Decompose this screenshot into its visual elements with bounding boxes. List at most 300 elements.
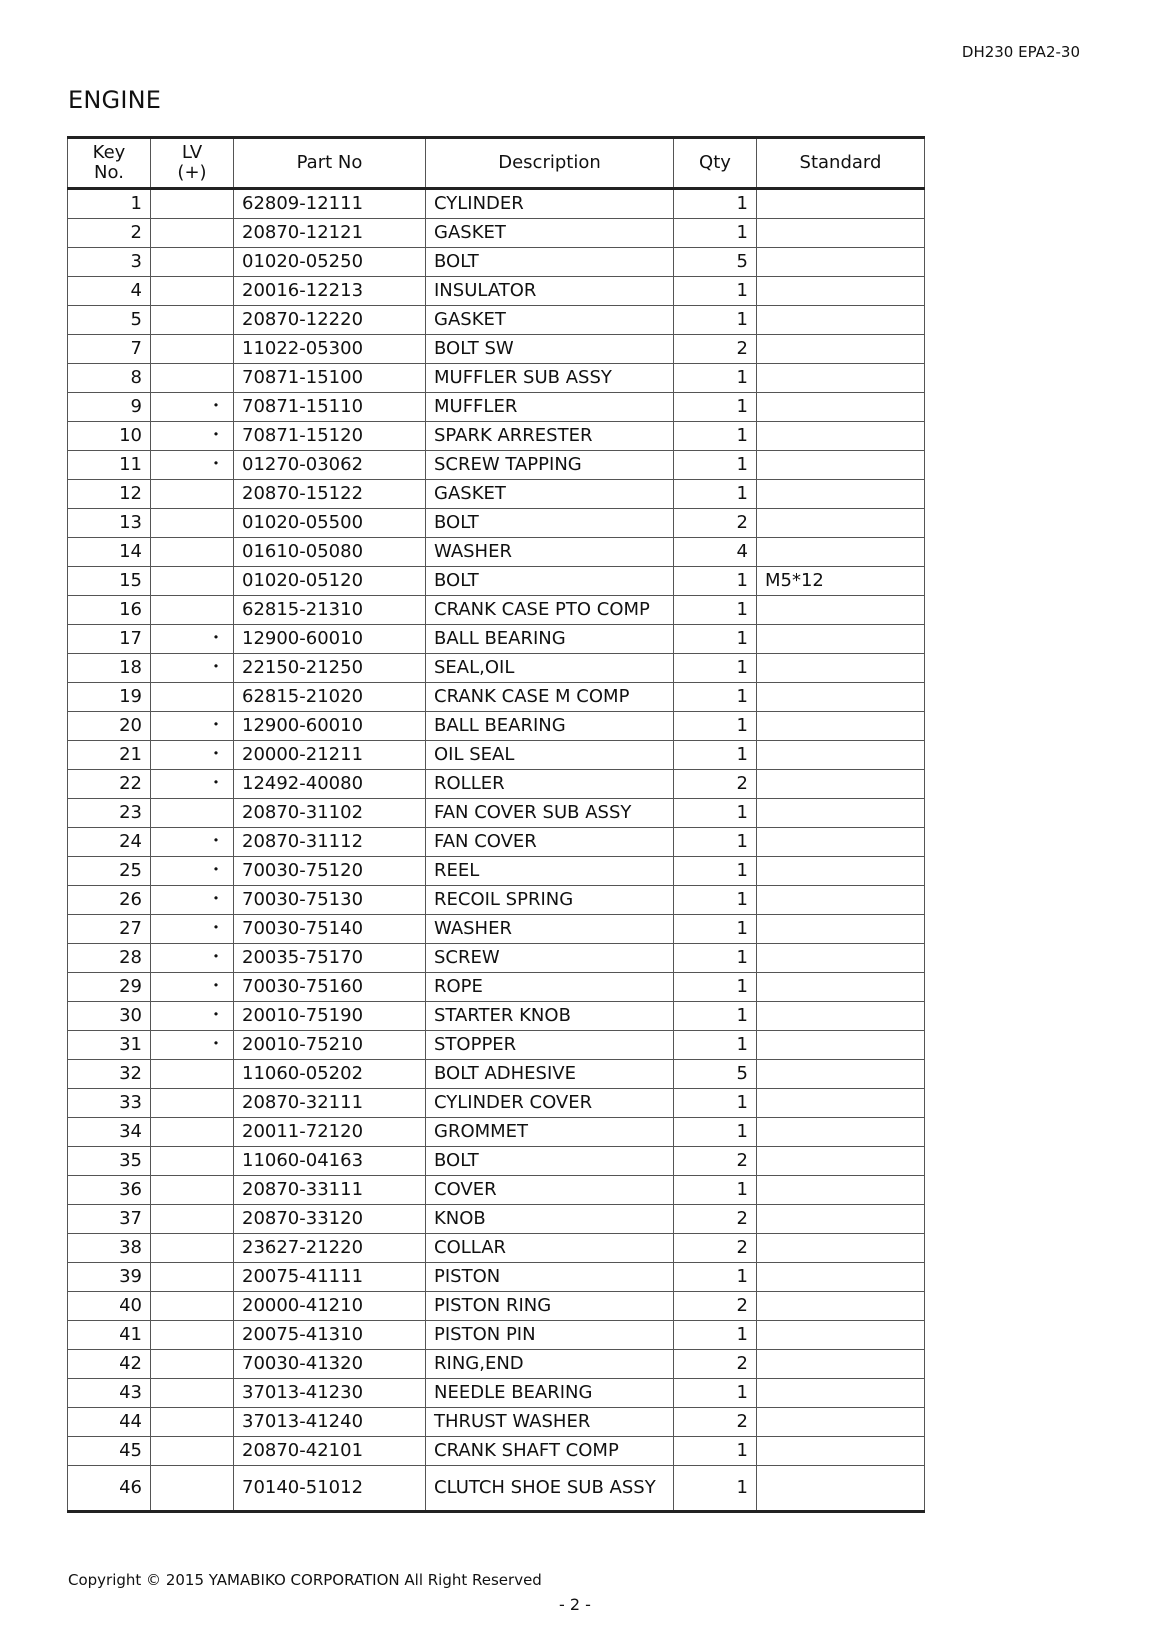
cell-key-no: 3 [68, 248, 151, 277]
cell-key-no: 46 [68, 1466, 151, 1512]
cell-qty: 1 [674, 596, 757, 625]
cell-standard [757, 422, 925, 451]
cell-qty: 1 [674, 219, 757, 248]
cell-standard [757, 683, 925, 712]
cell-standard [757, 335, 925, 364]
cell-description: GASKET [426, 306, 674, 335]
cell-key-no: 36 [68, 1176, 151, 1205]
cell-lv [151, 596, 234, 625]
cell-key-no: 19 [68, 683, 151, 712]
table-row [68, 422, 925, 451]
cell-qty: 1 [674, 1379, 757, 1408]
cell-lv: ・ [151, 973, 234, 1002]
table-row [68, 1379, 925, 1408]
cell-lv: ・ [151, 741, 234, 770]
cell-qty: 1 [674, 306, 757, 335]
cell-qty: 1 [674, 712, 757, 741]
cell-key-no: 2 [68, 219, 151, 248]
cell-lv: ・ [151, 393, 234, 422]
cell-part-no: 01020-05500 [234, 509, 426, 538]
cell-description: PISTON RING [426, 1292, 674, 1321]
cell-standard [757, 944, 925, 973]
cell-qty: 2 [674, 335, 757, 364]
cell-description: THRUST WASHER [426, 1408, 674, 1437]
table-row [68, 1060, 925, 1089]
cell-key-no: 27 [68, 915, 151, 944]
parts-table-header [68, 138, 925, 189]
cell-key-no: 1 [68, 189, 151, 219]
cell-part-no: 70030-75130 [234, 886, 426, 915]
cell-standard [757, 828, 925, 857]
cell-qty: 1 [674, 915, 757, 944]
cell-lv: ・ [151, 944, 234, 973]
cell-lv: ・ [151, 770, 234, 799]
cell-qty: 1 [674, 1466, 757, 1512]
cell-qty: 1 [674, 654, 757, 683]
cell-lv [151, 1379, 234, 1408]
cell-key-no: 23 [68, 799, 151, 828]
cell-key-no: 8 [68, 364, 151, 393]
cell-standard [757, 857, 925, 886]
cell-lv [151, 1234, 234, 1263]
cell-qty: 1 [674, 451, 757, 480]
cell-description: NEEDLE BEARING [426, 1379, 674, 1408]
cell-description: RING,END [426, 1350, 674, 1379]
cell-standard [757, 189, 925, 219]
cell-lv [151, 1321, 234, 1350]
parts-table [67, 136, 925, 1513]
cell-qty: 1 [674, 393, 757, 422]
cell-part-no: 62809-12111 [234, 189, 426, 219]
cell-part-no: 20000-41210 [234, 1292, 426, 1321]
cell-lv [151, 509, 234, 538]
cell-part-no: 11060-05202 [234, 1060, 426, 1089]
cell-description: GASKET [426, 480, 674, 509]
cell-description: BOLT [426, 248, 674, 277]
cell-key-no: 28 [68, 944, 151, 973]
page-number: - 2 - [559, 1595, 591, 1614]
cell-standard [757, 770, 925, 799]
cell-lv [151, 1147, 234, 1176]
table-row [68, 1437, 925, 1466]
cell-qty: 1 [674, 1321, 757, 1350]
cell-key-no: 11 [68, 451, 151, 480]
cell-standard [757, 1147, 925, 1176]
table-row [68, 1147, 925, 1176]
cell-description: BOLT [426, 567, 674, 596]
cell-key-no: 10 [68, 422, 151, 451]
cell-lv: ・ [151, 712, 234, 741]
col-header-standard: Standard [757, 138, 925, 189]
cell-description: CYLINDER [426, 189, 674, 219]
table-row [68, 770, 925, 799]
cell-part-no: 20075-41310 [234, 1321, 426, 1350]
cell-description: SCREW [426, 944, 674, 973]
cell-part-no: 22150-21250 [234, 654, 426, 683]
cell-part-no: 62815-21310 [234, 596, 426, 625]
table-row [68, 1118, 925, 1147]
cell-part-no: 20011-72120 [234, 1118, 426, 1147]
cell-description: WASHER [426, 538, 674, 567]
cell-lv [151, 1466, 234, 1512]
cell-key-no: 31 [68, 1031, 151, 1060]
cell-qty: 2 [674, 1292, 757, 1321]
table-row [68, 1234, 925, 1263]
cell-qty: 1 [674, 1118, 757, 1147]
cell-standard [757, 1379, 925, 1408]
cell-standard [757, 277, 925, 306]
cell-standard: M5*12 [757, 567, 925, 596]
cell-standard [757, 973, 925, 1002]
table-row [68, 538, 925, 567]
cell-qty: 1 [674, 1176, 757, 1205]
table-row [68, 306, 925, 335]
cell-standard [757, 1205, 925, 1234]
cell-description: COLLAR [426, 1234, 674, 1263]
cell-key-no: 42 [68, 1350, 151, 1379]
cell-standard [757, 451, 925, 480]
cell-key-no: 43 [68, 1379, 151, 1408]
cell-standard [757, 219, 925, 248]
table-row [68, 1292, 925, 1321]
cell-description: SEAL,OIL [426, 654, 674, 683]
cell-description: STOPPER [426, 1031, 674, 1060]
cell-qty: 2 [674, 1147, 757, 1176]
cell-lv: ・ [151, 451, 234, 480]
cell-description: BOLT ADHESIVE [426, 1060, 674, 1089]
cell-lv [151, 480, 234, 509]
cell-description: PISTON [426, 1263, 674, 1292]
table-row [68, 712, 925, 741]
cell-standard [757, 538, 925, 567]
cell-description: MUFFLER SUB ASSY [426, 364, 674, 393]
cell-lv [151, 277, 234, 306]
cell-standard [757, 1176, 925, 1205]
cell-key-no: 24 [68, 828, 151, 857]
table-row [68, 480, 925, 509]
table-row [68, 1321, 925, 1350]
cell-qty: 2 [674, 770, 757, 799]
cell-qty: 1 [674, 189, 757, 219]
cell-standard [757, 509, 925, 538]
table-row [68, 189, 925, 219]
cell-key-no: 22 [68, 770, 151, 799]
table-row [68, 741, 925, 770]
cell-standard [757, 1234, 925, 1263]
cell-key-no: 41 [68, 1321, 151, 1350]
table-row [68, 393, 925, 422]
col-header-lv: LV (+) [151, 138, 234, 189]
cell-lv [151, 1292, 234, 1321]
table-row [68, 683, 925, 712]
table-row [68, 828, 925, 857]
cell-qty: 1 [674, 364, 757, 393]
table-row [68, 451, 925, 480]
cell-standard [757, 712, 925, 741]
cell-part-no: 01020-05120 [234, 567, 426, 596]
cell-part-no: 20870-33120 [234, 1205, 426, 1234]
table-row [68, 567, 925, 596]
cell-lv [151, 1408, 234, 1437]
cell-key-no: 12 [68, 480, 151, 509]
parts-table-body [68, 189, 925, 1512]
cell-description: OIL SEAL [426, 741, 674, 770]
cell-part-no: 20870-31102 [234, 799, 426, 828]
cell-lv [151, 683, 234, 712]
cell-standard [757, 1408, 925, 1437]
cell-description: BOLT [426, 1147, 674, 1176]
table-row [68, 335, 925, 364]
cell-standard [757, 1089, 925, 1118]
cell-standard [757, 1031, 925, 1060]
cell-key-no: 25 [68, 857, 151, 886]
cell-qty: 1 [674, 1031, 757, 1060]
cell-part-no: 20075-41111 [234, 1263, 426, 1292]
cell-part-no: 01270-03062 [234, 451, 426, 480]
cell-lv: ・ [151, 422, 234, 451]
cell-part-no: 70030-75140 [234, 915, 426, 944]
cell-description: GASKET [426, 219, 674, 248]
cell-description: STARTER KNOB [426, 1002, 674, 1031]
cell-qty: 2 [674, 1205, 757, 1234]
section-title: ENGINE [68, 86, 162, 114]
cell-qty: 1 [674, 857, 757, 886]
cell-qty: 2 [674, 509, 757, 538]
cell-part-no: 12900-60010 [234, 712, 426, 741]
cell-standard [757, 886, 925, 915]
cell-part-no: 20035-75170 [234, 944, 426, 973]
table-row [68, 277, 925, 306]
cell-lv [151, 567, 234, 596]
table-row [68, 1031, 925, 1060]
table-row [68, 219, 925, 248]
cell-qty: 5 [674, 248, 757, 277]
cell-lv: ・ [151, 915, 234, 944]
cell-description: REEL [426, 857, 674, 886]
col-header-description: Description [426, 138, 674, 189]
cell-qty: 1 [674, 683, 757, 712]
cell-part-no: 70030-41320 [234, 1350, 426, 1379]
cell-qty: 2 [674, 1234, 757, 1263]
cell-standard [757, 1060, 925, 1089]
table-row [68, 915, 925, 944]
table-row [68, 1408, 925, 1437]
cell-key-no: 30 [68, 1002, 151, 1031]
cell-part-no: 01610-05080 [234, 538, 426, 567]
cell-qty: 2 [674, 1350, 757, 1379]
cell-part-no: 20010-75190 [234, 1002, 426, 1031]
cell-lv [151, 306, 234, 335]
cell-qty: 1 [674, 799, 757, 828]
cell-lv [151, 1350, 234, 1379]
cell-key-no: 7 [68, 335, 151, 364]
cell-part-no: 62815-21020 [234, 683, 426, 712]
cell-lv: ・ [151, 1002, 234, 1031]
cell-standard [757, 596, 925, 625]
cell-lv: ・ [151, 625, 234, 654]
cell-part-no: 20870-12121 [234, 219, 426, 248]
cell-description: BOLT [426, 509, 674, 538]
cell-key-no: 37 [68, 1205, 151, 1234]
cell-key-no: 34 [68, 1118, 151, 1147]
cell-lv [151, 1263, 234, 1292]
cell-lv: ・ [151, 654, 234, 683]
table-row [68, 1263, 925, 1292]
cell-key-no: 29 [68, 973, 151, 1002]
table-row [68, 799, 925, 828]
cell-qty: 1 [674, 1002, 757, 1031]
document-code: DH230 EPA2-30 [961, 43, 1080, 61]
table-row [68, 248, 925, 277]
cell-qty: 4 [674, 538, 757, 567]
cell-part-no: 20870-31112 [234, 828, 426, 857]
cell-standard [757, 1321, 925, 1350]
cell-qty: 1 [674, 567, 757, 596]
cell-lv [151, 364, 234, 393]
table-row [68, 625, 925, 654]
table-row [68, 509, 925, 538]
cell-qty: 1 [674, 741, 757, 770]
cell-part-no: 20016-12213 [234, 277, 426, 306]
cell-key-no: 5 [68, 306, 151, 335]
cell-description: CRANK CASE M COMP [426, 683, 674, 712]
cell-standard [757, 393, 925, 422]
cell-part-no: 11022-05300 [234, 335, 426, 364]
cell-part-no: 11060-04163 [234, 1147, 426, 1176]
cell-key-no: 20 [68, 712, 151, 741]
cell-qty: 1 [674, 625, 757, 654]
cell-part-no: 12492-40080 [234, 770, 426, 799]
cell-lv [151, 335, 234, 364]
cell-description: GROMMET [426, 1118, 674, 1147]
cell-lv [151, 1060, 234, 1089]
cell-standard [757, 654, 925, 683]
cell-key-no: 21 [68, 741, 151, 770]
cell-part-no: 20870-33111 [234, 1176, 426, 1205]
cell-part-no: 20870-42101 [234, 1437, 426, 1466]
cell-lv [151, 1176, 234, 1205]
table-row [68, 1350, 925, 1379]
cell-qty: 1 [674, 277, 757, 306]
table-row [68, 944, 925, 973]
table-row [68, 1089, 925, 1118]
cell-key-no: 15 [68, 567, 151, 596]
cell-lv [151, 1437, 234, 1466]
cell-description: ROPE [426, 973, 674, 1002]
cell-description: CRANK CASE PTO COMP [426, 596, 674, 625]
table-row [68, 596, 925, 625]
table-row [68, 973, 925, 1002]
cell-qty: 5 [674, 1060, 757, 1089]
cell-standard [757, 1002, 925, 1031]
cell-description: KNOB [426, 1205, 674, 1234]
cell-key-no: 32 [68, 1060, 151, 1089]
cell-qty: 1 [674, 944, 757, 973]
cell-qty: 1 [674, 973, 757, 1002]
cell-qty: 1 [674, 886, 757, 915]
cell-lv: ・ [151, 857, 234, 886]
cell-qty: 1 [674, 1263, 757, 1292]
cell-lv [151, 1205, 234, 1234]
cell-standard [757, 1437, 925, 1466]
cell-key-no: 40 [68, 1292, 151, 1321]
cell-key-no: 44 [68, 1408, 151, 1437]
cell-part-no: 23627-21220 [234, 1234, 426, 1263]
cell-description: WASHER [426, 915, 674, 944]
cell-key-no: 35 [68, 1147, 151, 1176]
cell-lv [151, 189, 234, 219]
cell-description: MUFFLER [426, 393, 674, 422]
cell-standard [757, 1292, 925, 1321]
cell-part-no: 37013-41230 [234, 1379, 426, 1408]
cell-part-no: 20870-12220 [234, 306, 426, 335]
cell-description: FAN COVER [426, 828, 674, 857]
cell-key-no: 13 [68, 509, 151, 538]
cell-part-no: 20000-21211 [234, 741, 426, 770]
table-row [68, 1176, 925, 1205]
cell-key-no: 45 [68, 1437, 151, 1466]
cell-key-no: 16 [68, 596, 151, 625]
cell-part-no: 70871-15110 [234, 393, 426, 422]
cell-part-no: 70140-51012 [234, 1466, 426, 1512]
cell-key-no: 38 [68, 1234, 151, 1263]
cell-lv [151, 248, 234, 277]
cell-part-no: 20870-15122 [234, 480, 426, 509]
cell-description: CYLINDER COVER [426, 1089, 674, 1118]
table-row [68, 654, 925, 683]
cell-standard [757, 799, 925, 828]
cell-part-no: 20010-75210 [234, 1031, 426, 1060]
cell-lv [151, 1089, 234, 1118]
cell-lv [151, 219, 234, 248]
cell-part-no: 12900-60010 [234, 625, 426, 654]
cell-part-no: 70030-75160 [234, 973, 426, 1002]
cell-description: SPARK ARRESTER [426, 422, 674, 451]
cell-part-no: 01020-05250 [234, 248, 426, 277]
cell-lv [151, 799, 234, 828]
cell-key-no: 39 [68, 1263, 151, 1292]
cell-key-no: 26 [68, 886, 151, 915]
cell-qty: 1 [674, 1437, 757, 1466]
cell-standard [757, 1350, 925, 1379]
cell-standard [757, 306, 925, 335]
cell-qty: 1 [674, 828, 757, 857]
cell-standard [757, 248, 925, 277]
cell-key-no: 9 [68, 393, 151, 422]
col-header-part-no: Part No [234, 138, 426, 189]
cell-key-no: 18 [68, 654, 151, 683]
cell-qty: 2 [674, 1408, 757, 1437]
cell-qty: 1 [674, 480, 757, 509]
cell-standard [757, 364, 925, 393]
cell-description: CRANK SHAFT COMP [426, 1437, 674, 1466]
cell-description: ROLLER [426, 770, 674, 799]
cell-standard [757, 915, 925, 944]
cell-description: BOLT SW [426, 335, 674, 364]
table-row [68, 857, 925, 886]
cell-part-no: 70871-15100 [234, 364, 426, 393]
cell-standard [757, 625, 925, 654]
cell-standard [757, 1263, 925, 1292]
cell-description: SCREW TAPPING [426, 451, 674, 480]
cell-lv: ・ [151, 1031, 234, 1060]
cell-key-no: 14 [68, 538, 151, 567]
cell-standard [757, 1466, 925, 1512]
cell-key-no: 33 [68, 1089, 151, 1118]
cell-description: FAN COVER SUB ASSY [426, 799, 674, 828]
col-header-qty: Qty [674, 138, 757, 189]
table-row [68, 364, 925, 393]
